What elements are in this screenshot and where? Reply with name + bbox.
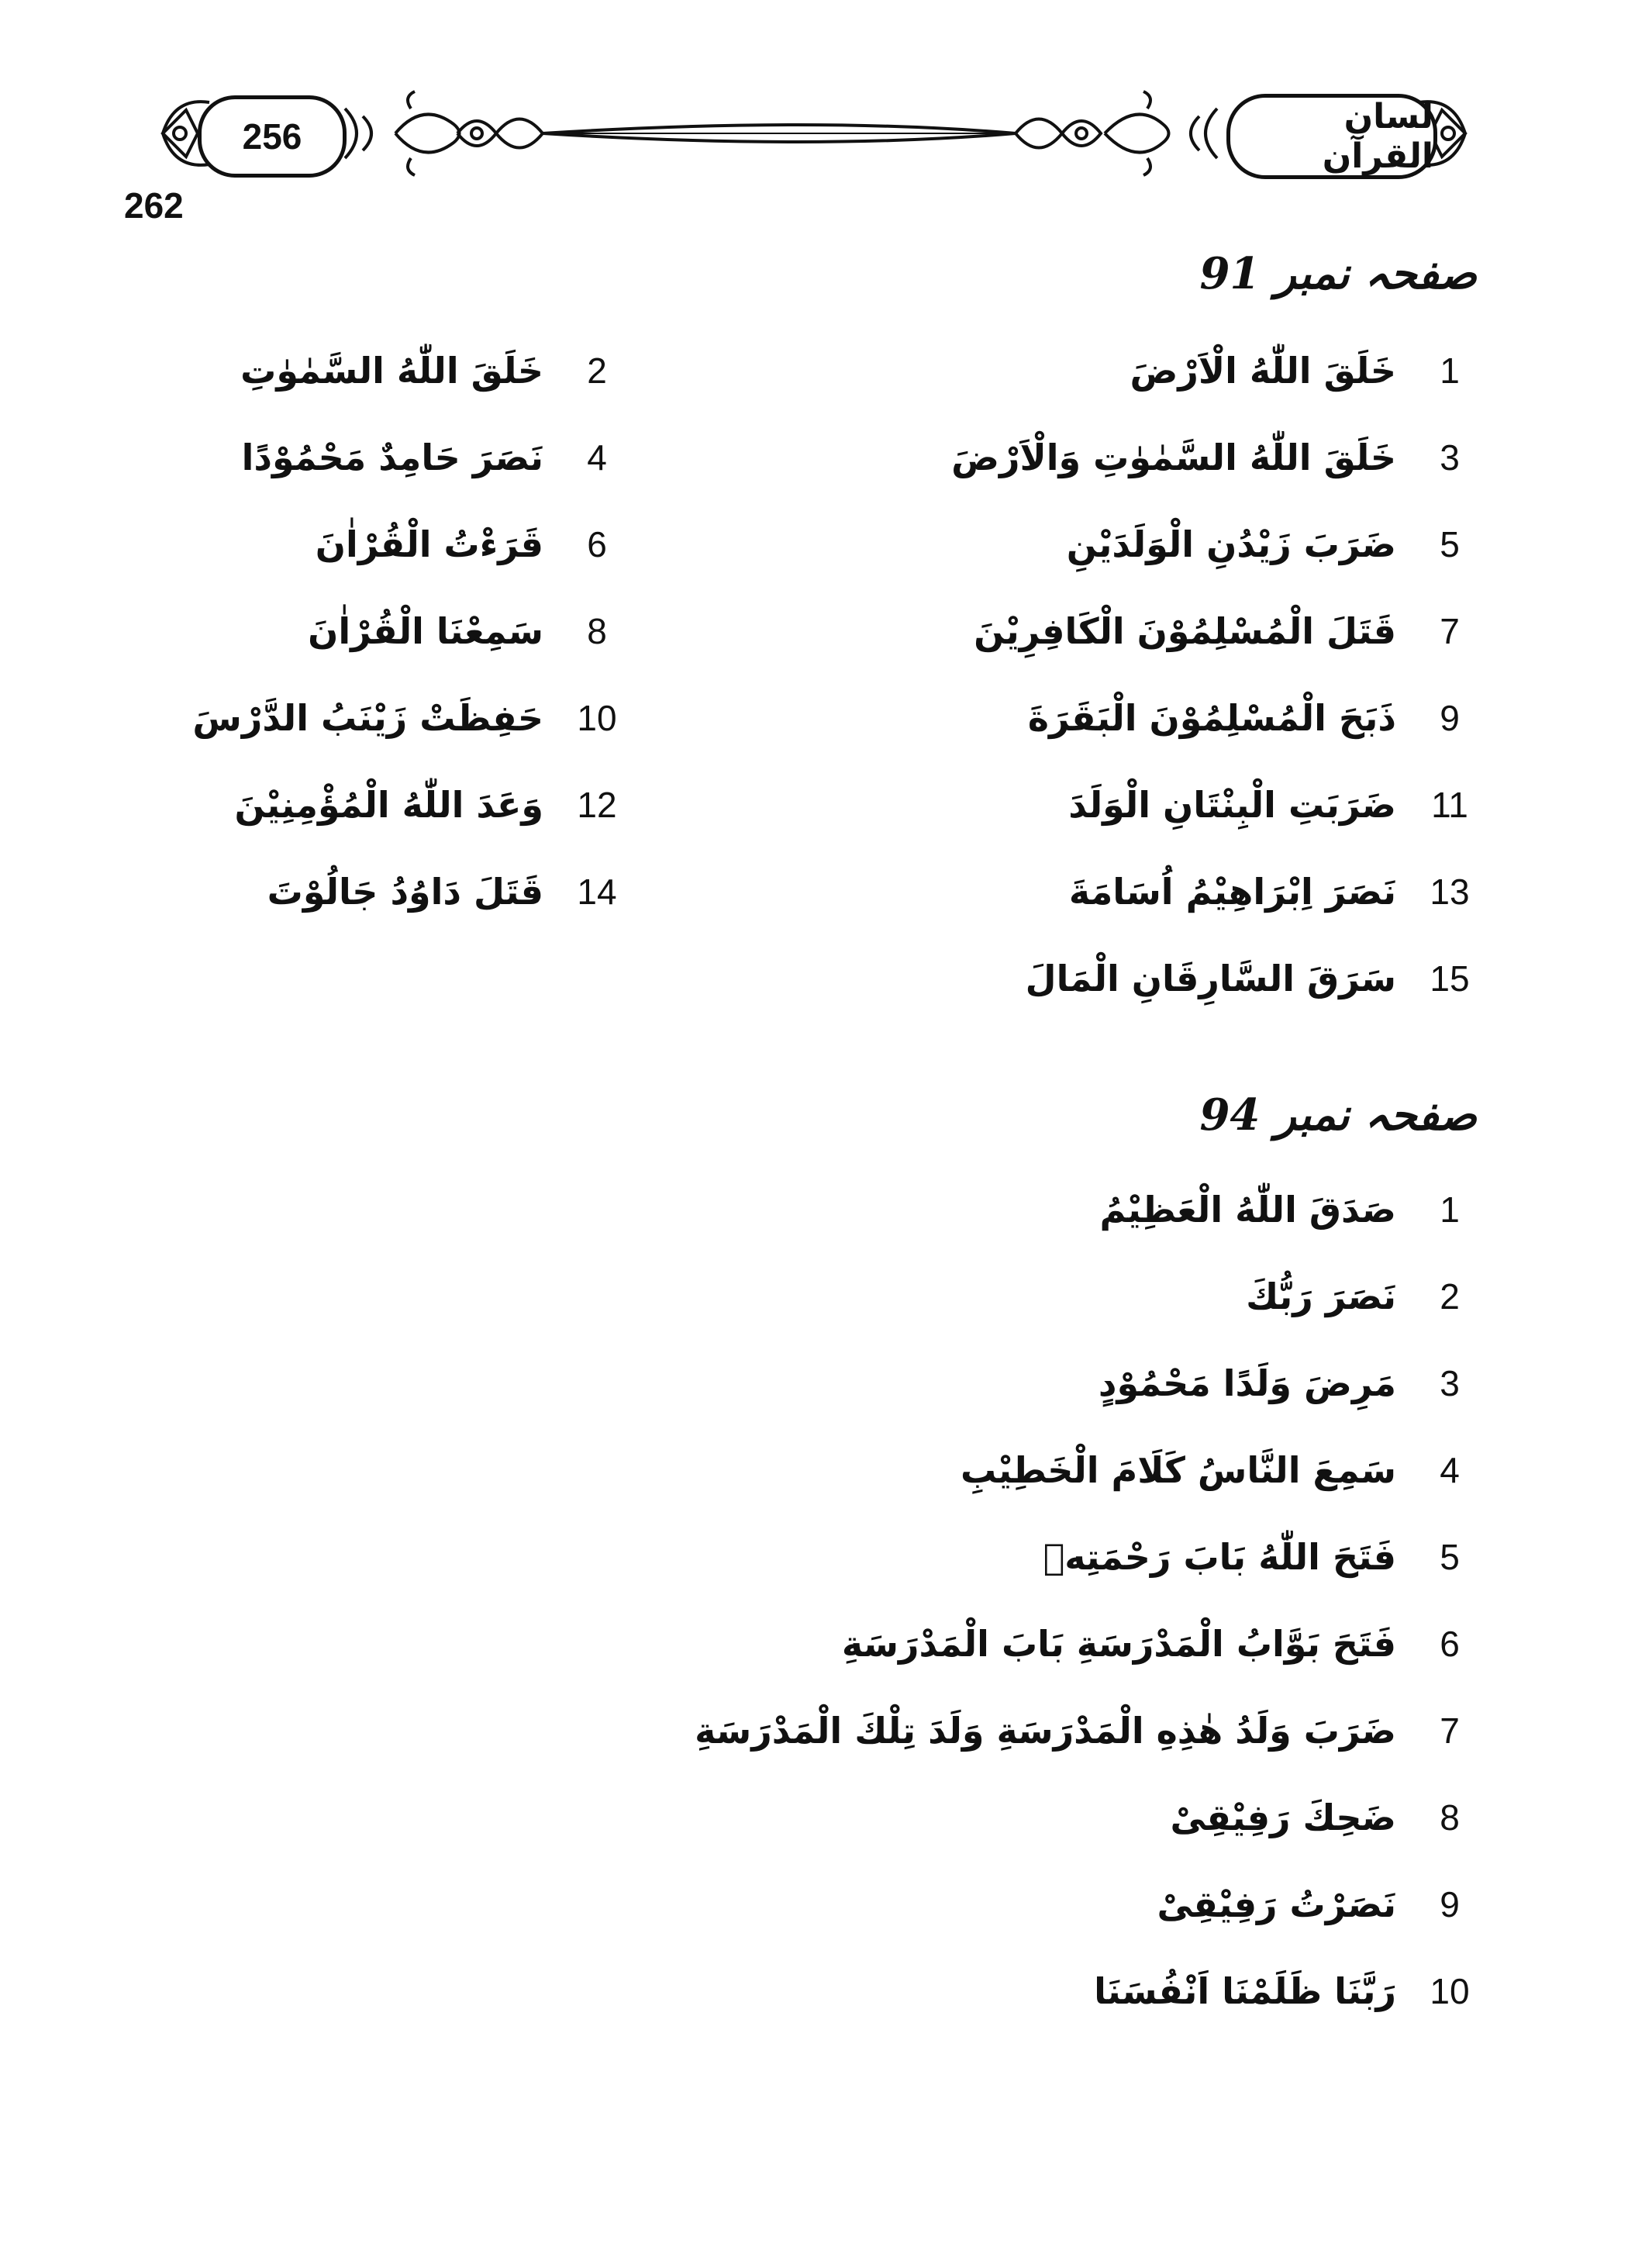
list-item — [1067, 506, 1477, 583]
list-item — [842, 1605, 1477, 1683]
section-title-91: صفحہ نمبر 91 — [1199, 248, 1477, 299]
list-item — [961, 1431, 1477, 1509]
item-number: 4 — [1440, 1450, 1460, 1490]
item-text: نَصَرَ رَبُّكَ — [1246, 1276, 1396, 1317]
list-item — [308, 592, 624, 670]
book-title: لسان القرآن — [1226, 94, 1437, 179]
list-item — [1246, 1258, 1477, 1335]
item-number: 11 — [1431, 785, 1468, 825]
page-header — [0, 0, 1628, 202]
list-item — [974, 592, 1477, 670]
side-stamp: 262 — [124, 185, 184, 226]
item-text: فَتَحَ اللّٰهُ بَابَ رَحْمَتِهٖ — [1043, 1536, 1396, 1578]
item-number: 4 — [587, 437, 607, 478]
item-number: 12 — [577, 785, 617, 825]
list-item — [242, 419, 624, 496]
list-item — [1026, 940, 1477, 1017]
item-text: وَعَدَ اللّٰهُ الْمُؤْمِنِيْنَ — [234, 784, 543, 826]
list-item — [1094, 1952, 1477, 2030]
item-text: نَصَرَ اِبْرَاهِيْمُ اُسَامَةَ — [1068, 871, 1396, 913]
item-text: ضَرَبَ وَلَدُ هٰذِهِ الْمَدْرَسَةِ وَلَدَ تِلْكَ الْمَدْرَسَةِ — [695, 1710, 1396, 1752]
item-number: 2 — [587, 350, 607, 391]
item-text: ذَبَحَ الْمُسْلِمُوْنَ الْبَقَرَةَ — [1027, 697, 1396, 739]
item-number: 1 — [1440, 1189, 1460, 1230]
list-item — [1043, 1518, 1477, 1596]
item-number: 10 — [1430, 1971, 1470, 2011]
list-item — [316, 506, 624, 583]
list-item — [1099, 1171, 1477, 1248]
item-number: 13 — [1430, 872, 1470, 912]
item-text: سَمِعَ النَّاسُ كَلَامَ الْخَطِيْبِ — [961, 1449, 1396, 1491]
item-text: قَرَءْتُ الْقُرْاٰنَ — [315, 523, 543, 565]
item-text: حَفِظَتْ زَيْنَبُ الدَّرْسَ — [192, 697, 543, 739]
item-text: سَمِعْنَا الْقُرْاٰنَ — [308, 610, 543, 652]
item-number: 5 — [1440, 524, 1460, 564]
item-number: 6 — [587, 524, 607, 564]
item-number: 15 — [1430, 958, 1470, 999]
section-title-94: صفحہ نمبر 94 — [1199, 1089, 1477, 1141]
list-item — [951, 419, 1477, 496]
item-text: خَلَقَ اللّٰهُ الْاَرْضَ — [1130, 350, 1396, 392]
list-item — [267, 853, 624, 930]
list-item — [695, 1692, 1477, 1769]
item-number: 7 — [1440, 611, 1460, 651]
list-item — [192, 679, 624, 757]
item-number: 8 — [587, 611, 607, 651]
item-text: فَتَحَ بَوَّابُ الْمَدْرَسَةِ بَابَ الْمَدْرَسَةِ — [841, 1623, 1396, 1665]
list-item — [1068, 766, 1477, 844]
item-number: 9 — [1440, 698, 1460, 738]
item-number: 10 — [577, 698, 617, 738]
item-text: ضَرَبَتِ الْبِنْتَانِ الْوَلَدَ — [1068, 784, 1396, 826]
page-number: 256 — [198, 95, 347, 178]
item-number: 6 — [1440, 1624, 1460, 1664]
list-item — [1069, 853, 1477, 930]
item-text: خَلَقَ اللّٰهُ السَّمٰوٰتِ — [240, 350, 543, 392]
item-text: قَتَلَ الْمُسْلِمُوْنَ الْكَافِرِيْنَ — [974, 610, 1396, 652]
list-item — [1157, 1866, 1477, 1943]
item-number: 3 — [1440, 437, 1460, 478]
item-text: صَدَقَ اللّٰهُ الْعَظِيْمُ — [1099, 1189, 1396, 1231]
item-text: خَلَقَ اللّٰهُ السَّمٰوٰتِ وَالْاَرْضَ — [951, 437, 1396, 478]
item-number: 5 — [1440, 1537, 1460, 1577]
list-item — [1171, 1779, 1477, 1856]
item-number: 14 — [577, 872, 617, 912]
item-number: 2 — [1440, 1276, 1460, 1317]
item-text: نَصَرَ حَامِدٌ مَحْمُوْدًا — [241, 437, 543, 478]
item-text: رَبَّنَا ظَلَمْنَا اَنْفُسَنَا — [1094, 1970, 1396, 2012]
item-number: 1 — [1440, 350, 1460, 391]
item-number: 9 — [1440, 1884, 1460, 1925]
item-text: مَرِضَ وَلَدًا مَحْمُوْدٍ — [1098, 1362, 1396, 1404]
list-item — [1028, 679, 1477, 757]
list-item — [1099, 1345, 1477, 1422]
list-item — [240, 332, 624, 409]
item-number: 8 — [1440, 1797, 1460, 1838]
list-item — [235, 766, 624, 844]
item-text: قَتَلَ دَاوُدُ جَالُوْتَ — [267, 871, 543, 913]
item-text: نَصَرْتُ رَفِيْقِىْ — [1157, 1883, 1396, 1925]
list-item — [1130, 332, 1477, 409]
item-number: 7 — [1440, 1710, 1460, 1751]
item-text: سَرَقَ السَّارِقَانِ الْمَالَ — [1025, 958, 1396, 999]
item-text: ضَرَبَ زَيْدُنِ الْوَلَدَيْنِ — [1066, 523, 1396, 565]
item-number: 3 — [1440, 1363, 1460, 1403]
item-text: ضَحِكَ رَفِيْقِىْ — [1170, 1797, 1396, 1838]
